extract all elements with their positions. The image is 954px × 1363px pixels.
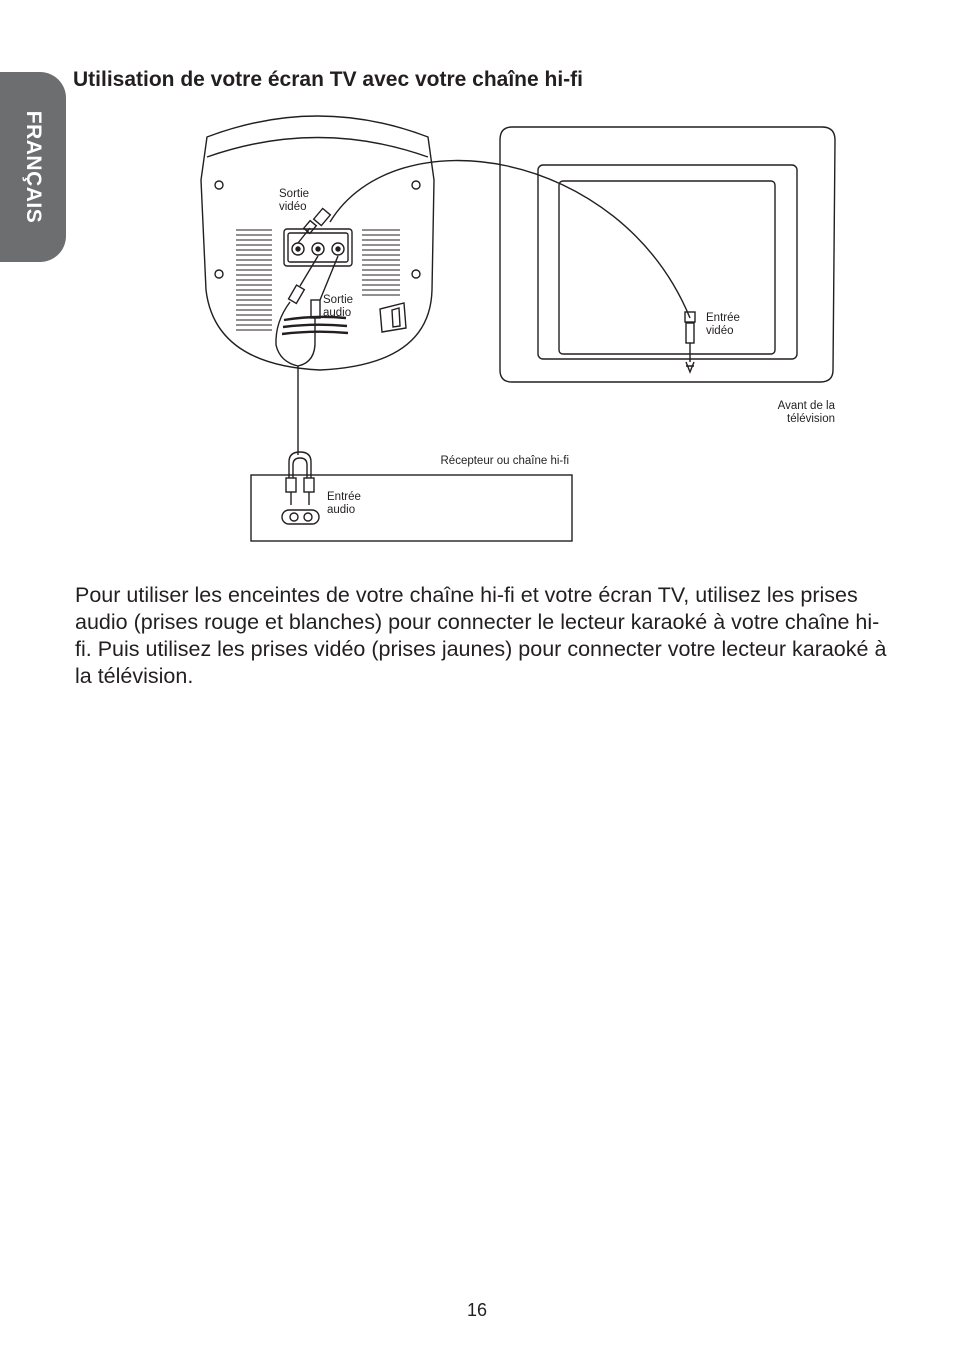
label-video-in-line1: Entrée <box>706 312 740 324</box>
label-video-out-line2: vidéo <box>279 201 307 213</box>
television-front <box>500 127 835 382</box>
label-receiver: Récepteur ou chaîne hi-fi <box>440 455 569 467</box>
section-heading: Utilisation de votre écran TV avec votre chaîne hi-fi <box>73 68 583 91</box>
language-tab-label: FRANÇAIS <box>22 110 45 224</box>
label-video-out-line1: Sortie <box>279 188 310 200</box>
label-audio-in-line1: Entrée <box>327 491 361 503</box>
page-number: 16 <box>466 1300 488 1320</box>
label-audio-in-line2: audio <box>327 504 356 516</box>
karaoke-player-rear <box>201 116 434 370</box>
video-cable <box>330 160 690 318</box>
label-tv-front-line1: Avant de la <box>777 400 835 412</box>
instruction-paragraph: Pour utiliser les enceintes de votre chaîne hi-fi et votre écran TV, utilisez les prises audio (prises rouge et blanches) pour connecter le lecteur karaoké à votre chaîne hi-fi. Puis utilisez les prises vidéo (prises jaunes) pour connecter votre lecteur karaoké à la télévision. <box>75 583 887 688</box>
connection-diagram <box>0 0 954 560</box>
label-tv-front-line2: télévision <box>787 413 835 425</box>
label-video-in-line2: vidéo <box>706 325 734 337</box>
label-audio-out-line2: audio <box>323 307 352 319</box>
label-audio-out-line1: Sortie <box>323 294 354 306</box>
